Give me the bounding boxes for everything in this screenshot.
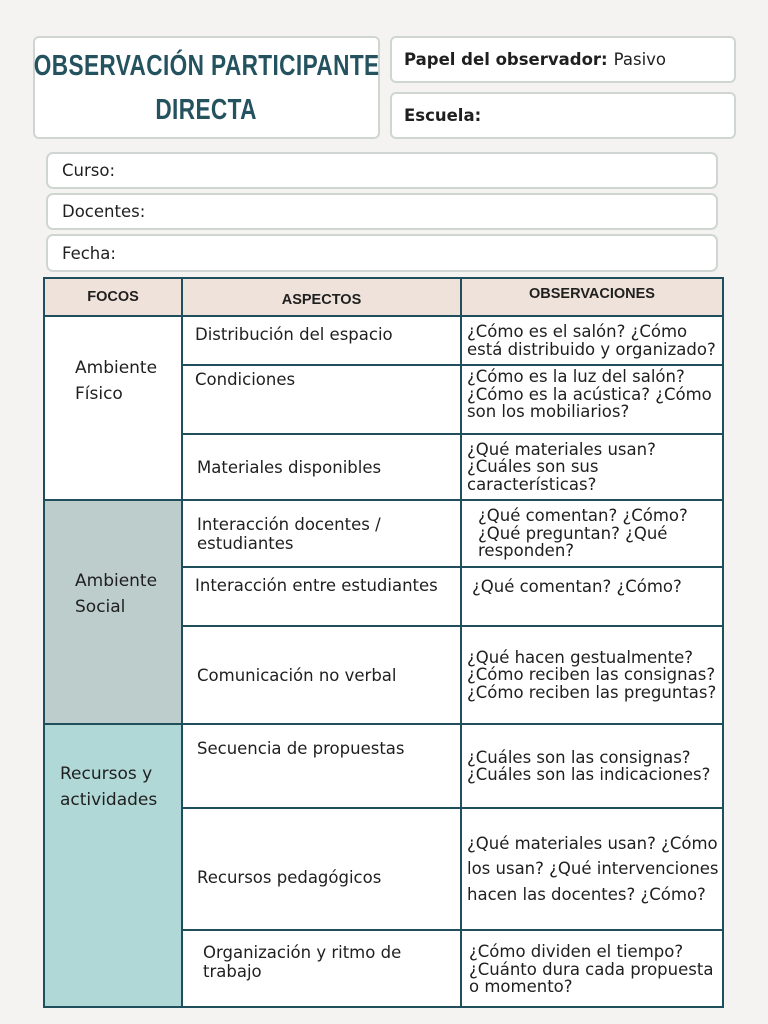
observation-table <box>43 277 724 1008</box>
observation-cell: ¿Cómo dividen el tiempo? ¿Cuánto dura cada propuesta o momento? <box>461 930 723 1007</box>
aspect-cell: Recursos pedagógicos <box>182 808 461 930</box>
header-observaciones: OBSERVACIONES <box>461 278 723 316</box>
observation-cell: ¿Qué comentan? ¿Cómo? <box>461 567 723 626</box>
aspect-cell: Organización y ritmo de trabajo <box>182 930 461 1007</box>
aspect-cell: Interacción docentes / estudiantes <box>182 500 461 567</box>
teachers-label: Docentes: <box>62 202 146 221</box>
observer-role-label: Papel del observador: <box>404 50 608 69</box>
header-focos: FOCOS <box>44 278 182 316</box>
aspect-cell: Distribución del espacio <box>182 316 461 365</box>
header-aspectos: ASPECTOS <box>182 278 461 316</box>
aspect-cell: Interacción entre estudiantes <box>182 567 461 626</box>
observation-cell: ¿Cuáles son las consignas? ¿Cuáles son las indicaciones? <box>461 724 723 808</box>
table-row <box>44 316 723 365</box>
observer-role-value: Pasivo <box>613 50 667 69</box>
table-header-row <box>44 278 723 316</box>
observer-role-field[interactable] <box>390 36 736 83</box>
date-field[interactable] <box>46 234 718 272</box>
observation-cell: ¿Qué materiales usan? ¿Cuáles son sus características? <box>461 434 723 500</box>
aspect-cell: Condiciones <box>182 365 461 434</box>
school-field[interactable] <box>390 92 736 139</box>
title-box <box>33 36 380 139</box>
school-label: Escuela: <box>404 106 482 125</box>
course-label: Curso: <box>62 161 116 180</box>
aspect-cell: Secuencia de propuestas <box>182 724 461 808</box>
observation-cell: ¿Qué materiales usan? ¿Cómo los usan? ¿Qué intervenciones hacen las docentes? ¿Cómo? <box>461 808 723 930</box>
table-row <box>44 500 723 567</box>
focus-resources-activities: Recursos y actividades <box>44 724 182 1007</box>
focus-physical-environment: Ambiente Físico <box>44 316 182 500</box>
observation-cell: ¿Qué comentan? ¿Cómo? ¿Qué preguntan? ¿Qué responden? <box>461 500 723 567</box>
observation-cell: ¿Qué hacen gestualmente? ¿Cómo reciben las consignas? ¿Cómo reciben las preguntas? <box>461 626 723 724</box>
teachers-field[interactable] <box>46 193 718 230</box>
course-field[interactable] <box>46 152 718 189</box>
aspect-cell: Comunicación no verbal <box>182 626 461 724</box>
page-title-line-1: OBSERVACIÓN PARTICIPANTE <box>33 49 380 82</box>
table-row <box>44 724 723 808</box>
focus-social-environment: Ambiente Social <box>44 500 182 724</box>
aspect-cell: Materiales disponibles <box>182 434 461 500</box>
date-label: Fecha: <box>62 243 116 263</box>
observation-cell: ¿Cómo es el salón? ¿Cómo está distribuido y organizado? <box>461 316 723 365</box>
observation-cell: ¿Cómo es la luz del salón? ¿Cómo es la acústica? ¿Cómo son los mobiliarios? <box>461 365 723 434</box>
page-title-line-2: DIRECTA <box>155 93 258 126</box>
